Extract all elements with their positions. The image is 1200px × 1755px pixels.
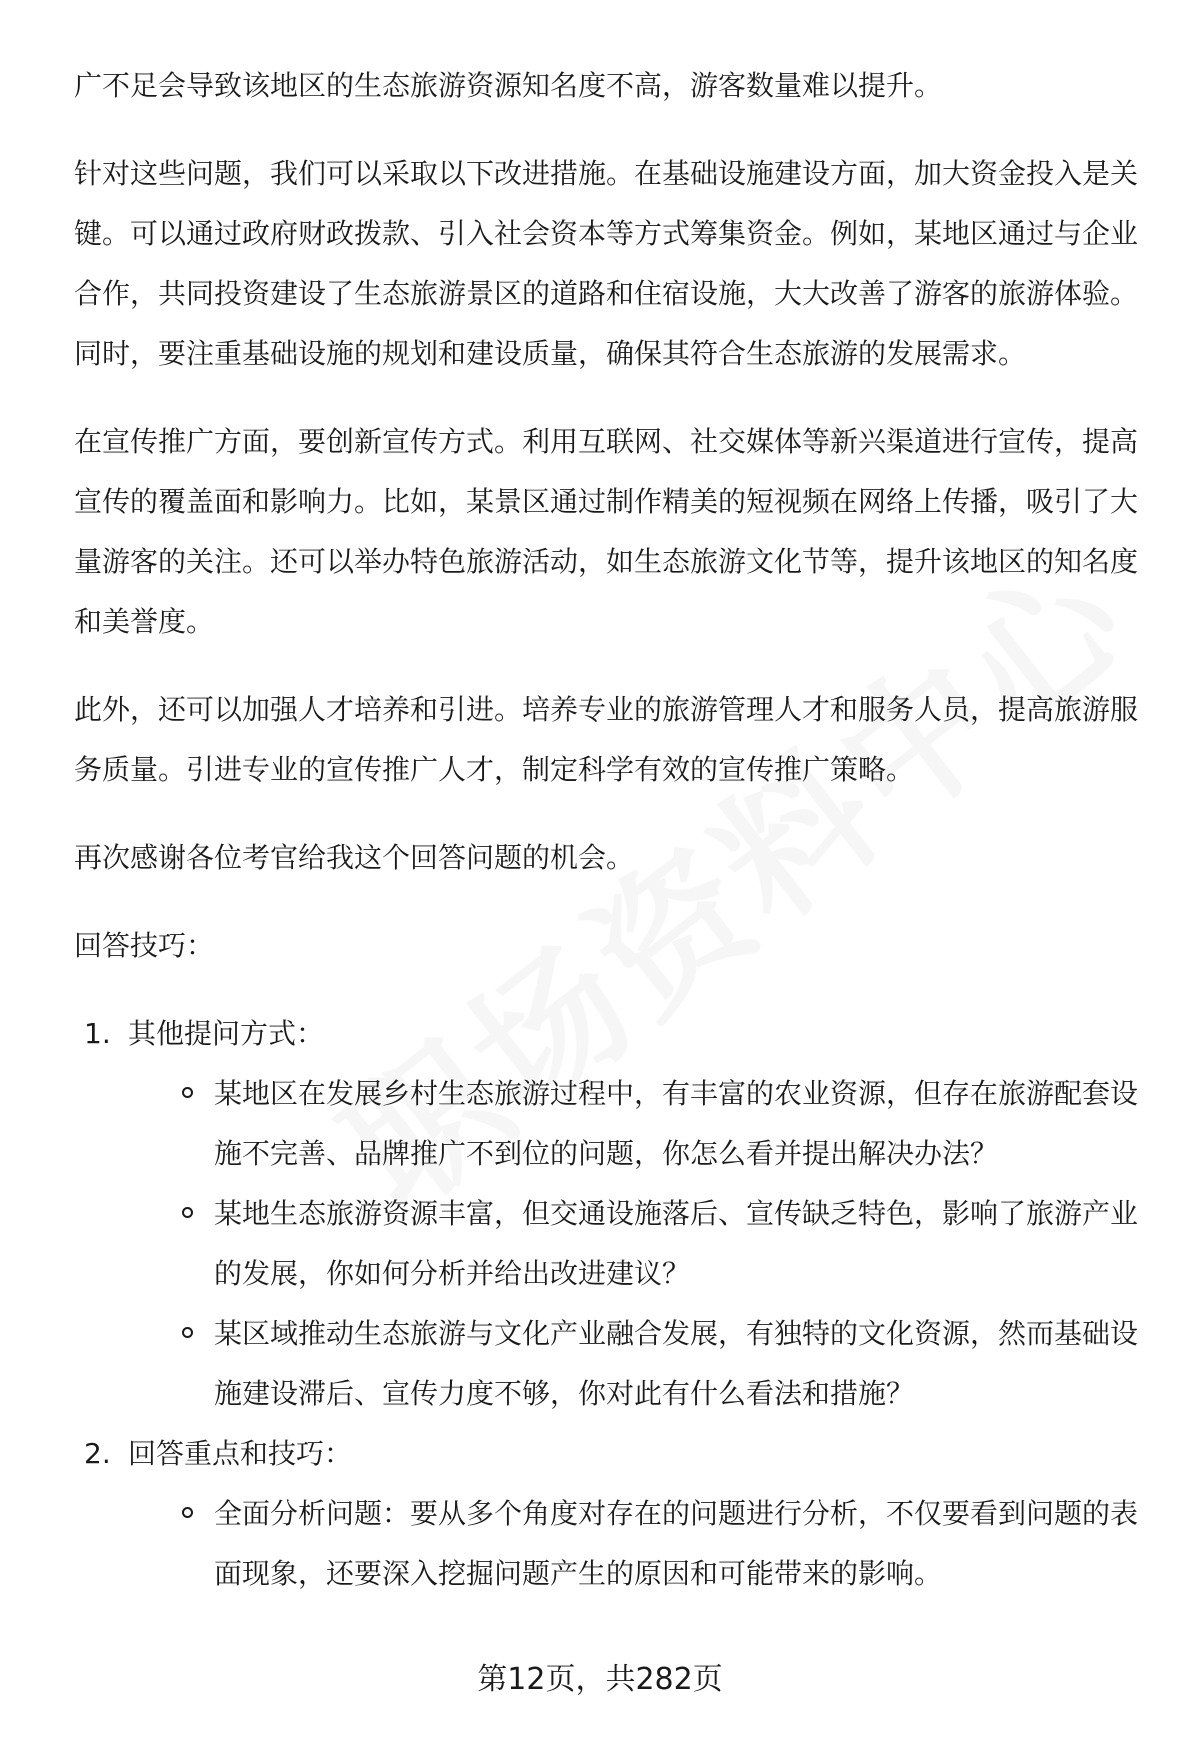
hollow-circle-bullet-icon [182, 1207, 193, 1218]
tips-item-title: 其他提问方式： [128, 1017, 325, 1050]
document-body [74, 56, 1154, 1604]
sub-list-item [182, 1304, 1154, 1424]
tips-list-item [74, 1424, 1154, 1604]
tips-heading: 回答技巧： [74, 929, 215, 962]
sub-item-text: 全面分析问题：要从多个角度对存在的问题进行分析，不仅要看到问题的表面现象，还要深入挖掘问题产生的原因和可能带来的影响。 [214, 1497, 1139, 1590]
sub-item-text: 某地区在发展乡村生态旅游过程中，有丰富的农业资源，但存在旅游配套设施不完善、品牌推广不到位的问题，你怎么看并提出解决办法？ [214, 1077, 1139, 1170]
hollow-circle-bullet-icon [182, 1087, 193, 1098]
sub-list [128, 1484, 1154, 1604]
sub-item-text: 某地生态旅游资源丰富，但交通设施落后、宣传缺乏特色，影响了旅游产业的发展，你如何分析并给出改进建议？ [214, 1197, 1139, 1290]
paragraph: 此外，还可以加强人才培养和引进。培养专业的旅游管理人才和服务人员，提高旅游服务质量。引进专业的宣传推广人才，制定科学有效的宣传推广策略。 [74, 693, 1139, 786]
paragraph: 再次感谢各位考官给我这个回答问题的机会。 [74, 841, 635, 874]
sub-list [128, 1064, 1154, 1424]
hollow-circle-bullet-icon [182, 1507, 193, 1518]
sub-item-text: 某区域推动生态旅游与文化产业融合发展，有独特的文化资源，然而基础设施建设滞后、宣传力度不够，你对此有什么看法和措施？ [214, 1317, 1139, 1410]
hollow-circle-bullet-icon [182, 1327, 193, 1338]
page-number-footer: 第12页，共282页 [477, 1662, 723, 1697]
paragraph: 在宣传推广方面，要创新宣传方式。利用互联网、社交媒体等新兴渠道进行宣传，提高宣传的覆盖面和影响力。比如，某景区通过制作精美的短视频在网络上传播，吸引了大量游客的关注。还可以举办特色旅游活动，如生态旅游文化节等，提升该地区的知名度和美誉度。 [74, 425, 1139, 638]
tips-list-item [74, 1004, 1154, 1424]
list-number: 2. [84, 1437, 111, 1470]
sub-list-item [182, 1184, 1154, 1304]
sub-list-item [182, 1064, 1154, 1184]
paragraph: 针对这些问题，我们可以采取以下改进措施。在基础设施建设方面，加大资金投入是关键。可以通过政府财政拨款、引入社会资本等方式筹集资金。例如，某地区通过与企业合作，共同投资建设了生态旅游景区的道路和住宿设施，大大改善了游客的旅游体验。同时，要注重基础设施的规划和建设质量，确保其符合生态旅游的发展需求。 [74, 157, 1139, 370]
tips-item-title: 回答重点和技巧： [128, 1437, 353, 1470]
sub-list-item [182, 1484, 1154, 1604]
list-number: 1. [84, 1017, 111, 1050]
paragraph: 广不足会导致该地区的生态旅游资源知名度不高，游客数量难以提升。 [74, 69, 943, 102]
tips-list [74, 1004, 1154, 1604]
